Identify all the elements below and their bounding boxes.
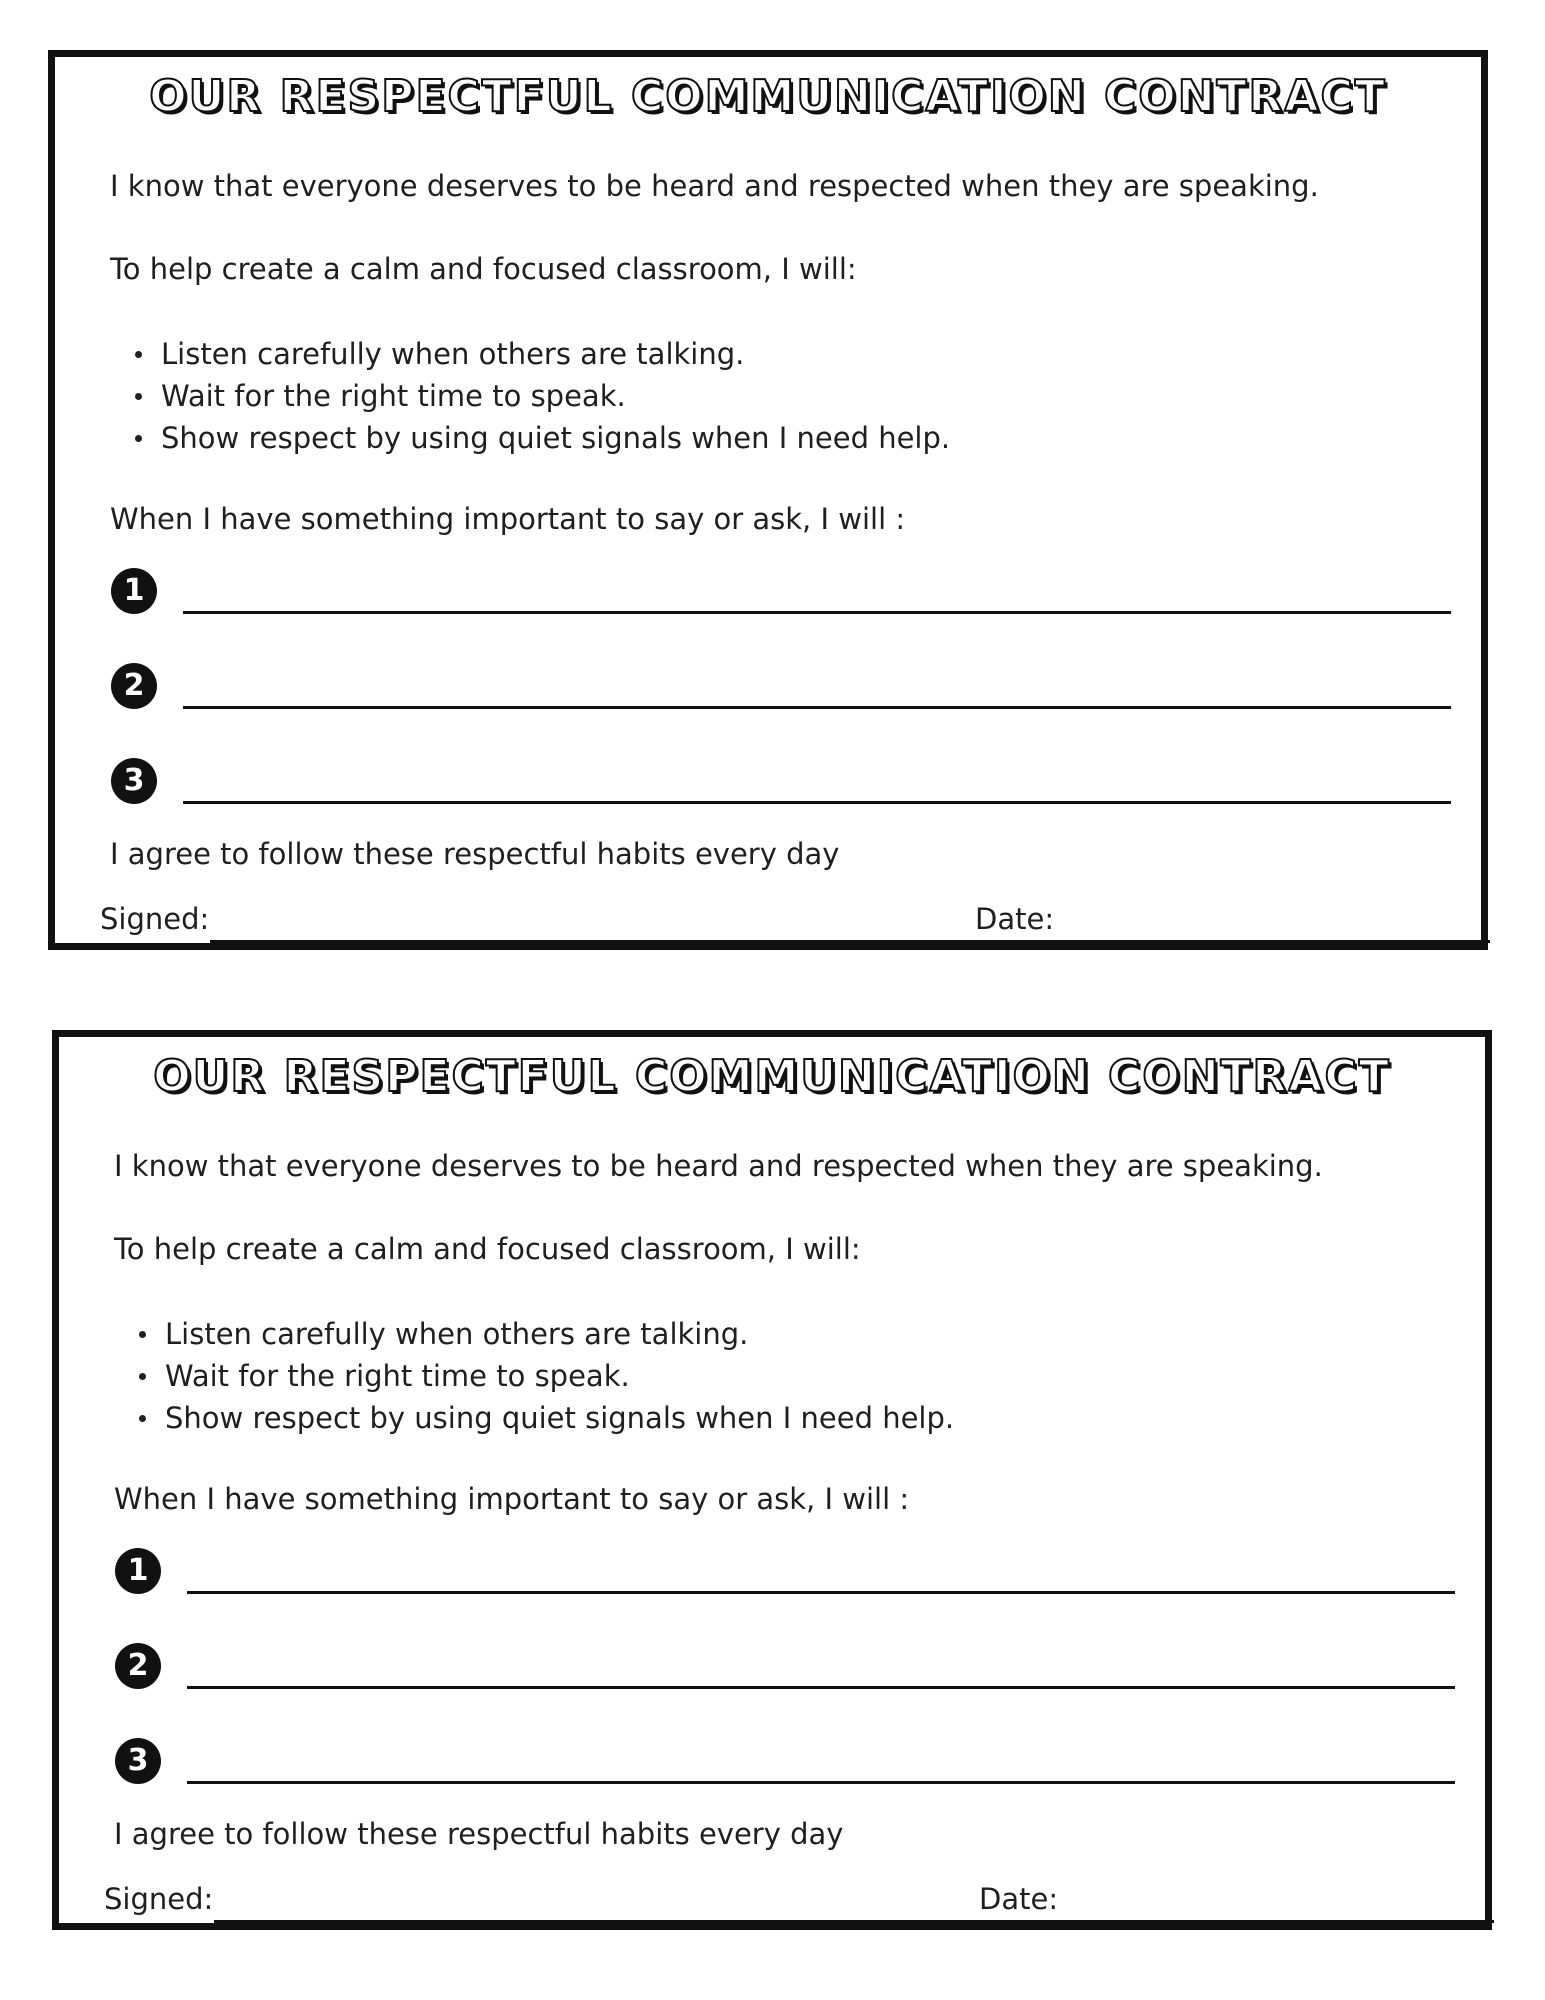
number-badge-1: 1 [111,568,157,614]
list-item: Show respect by using quiet signals when I need help. [139,1397,954,1439]
signature-line[interactable] [210,940,1490,943]
write-line-3[interactable] [187,1781,1455,1784]
write-line-1[interactable] [183,611,1451,614]
contract-title: OUR RESPECTFUL COMMUNICATION CONTRACT [149,71,1387,122]
number-badge-2: 2 [115,1643,161,1689]
contract-card-1 [48,50,1488,950]
commitment-list [139,1313,954,1439]
lead-text: To help create a calm and focused classroom, I will: [110,252,857,286]
date-label: Date: [979,1882,1059,1916]
list-item: Listen carefully when others are talking. [135,333,950,375]
prompt-text: When I have something important to say or ask, I will : [114,1482,910,1516]
intro-text: I know that everyone deserves to be heard and respected when they are speaking. [114,1149,1323,1183]
intro-text: I know that everyone deserves to be heard and respected when they are speaking. [110,169,1319,203]
write-line-1[interactable] [187,1591,1455,1594]
date-label: Date: [975,902,1055,936]
signed-label: Signed: [104,1882,214,1916]
list-item: Wait for the right time to speak. [139,1355,954,1397]
write-line-2[interactable] [187,1686,1455,1689]
number-badge-3: 3 [111,758,157,804]
write-line-2[interactable] [183,706,1451,709]
list-item: Wait for the right time to speak. [135,375,950,417]
list-item: Listen carefully when others are talking. [139,1313,954,1355]
prompt-text: When I have something important to say or ask, I will : [110,502,906,536]
commitment-list [135,333,950,459]
number-badge-2: 2 [111,663,157,709]
contract-card-2 [52,1030,1492,1930]
signed-label: Signed: [100,902,210,936]
number-badge-3: 3 [115,1738,161,1784]
contract-title: OUR RESPECTFUL COMMUNICATION CONTRACT [153,1051,1391,1102]
agreement-text: I agree to follow these respectful habits every day [114,1817,844,1851]
agreement-text: I agree to follow these respectful habits every day [110,837,840,871]
list-item: Show respect by using quiet signals when I need help. [135,417,950,459]
number-badge-1: 1 [115,1548,161,1594]
lead-text: To help create a calm and focused classroom, I will: [114,1232,861,1266]
signature-line[interactable] [214,1920,1494,1923]
write-line-3[interactable] [183,801,1451,804]
